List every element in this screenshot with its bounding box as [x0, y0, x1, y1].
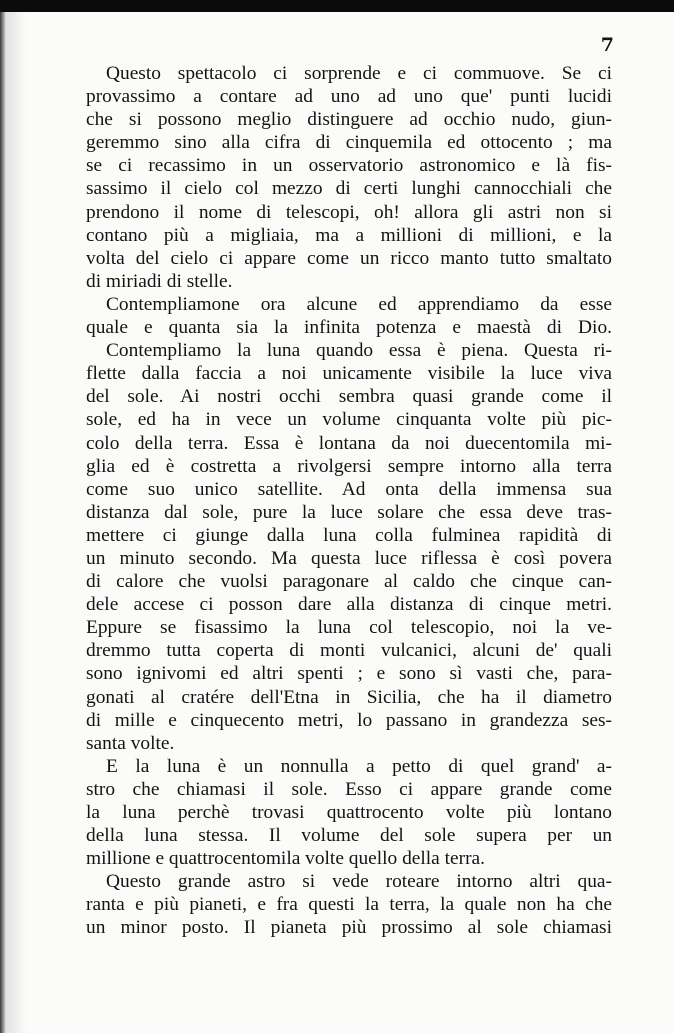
text-line: un minuto secondo. Ma questa luce riflessa è così povera	[86, 547, 612, 569]
text-line: contano più a migliaia, ma a millioni di millioni, e la	[86, 224, 612, 246]
paragraph-1	[86, 62, 612, 293]
text-line: provassimo a contare ad uno ad uno que' punti lucidi	[86, 86, 612, 108]
text-line: del sole. Ai nostri occhi sembra quasi grande come il	[86, 386, 612, 408]
text-line: di miriadi di stelle.	[86, 270, 233, 292]
text-line: flette dalla faccia a noi unicamente visibile la luce viva	[86, 363, 612, 385]
text-line: E la luna è un nonnulla a petto di quel grand' a-	[106, 755, 612, 777]
text-line: della luna stessa. Il volume del sole supera per un	[86, 825, 612, 847]
text-line: che si possono meglio distinguere ad occhio nudo, giun-	[86, 109, 612, 131]
text-line: di mille e cinquecento metri, lo passano in grandezza ses-	[86, 709, 612, 731]
text-line: di calore che vuolsi paragonare al caldo che cinque can-	[86, 571, 612, 593]
text-line: gonati al cratére dell'Etna in Sicilia, che ha il diametro	[86, 686, 612, 708]
text-line: prendono il nome di telescopi, oh! allora gli astri non si	[86, 201, 612, 223]
paragraph-5	[86, 870, 612, 939]
text-line: un minor posto. Il pianeta più prossimo al sole chiamasi	[86, 917, 612, 939]
text-line: millione e quattrocentomila volte quello della terra.	[86, 848, 485, 870]
binding-shadow	[6, 12, 26, 1033]
text-line: Eppure se fisassimo la luna col telescopio, noi la ve-	[86, 617, 612, 639]
text-line: dele accese ci posson dare alla distanza di cinque metri.	[86, 594, 612, 616]
page-body	[86, 62, 612, 940]
text-line: come suo unico satellite. Ad onta della immensa sua	[86, 478, 612, 500]
paragraph-4	[86, 755, 612, 870]
text-line: la luna perchè trovasi quattrocento volte più lontano	[86, 802, 612, 823]
text-line: Questo grande astro si vede roteare intorno altri qua-	[106, 871, 612, 893]
paragraph-3	[86, 339, 612, 755]
text-line: Questo spettacolo ci sorprende e ci commuove. Se ci	[106, 63, 612, 84]
text-line: mettere ci giunge dalla luna colla fulminea rapidità di	[86, 524, 612, 546]
text-line: sassimo il cielo col mezzo di certi lunghi cannocchiali che	[86, 178, 612, 200]
page-number: 7	[600, 34, 614, 56]
text-line: santa volte.	[86, 732, 175, 754]
text-line: sole, ed ha in vece un volume cinquanta volte più pic-	[86, 409, 612, 431]
text-line: ranta e più pianeti, e fra questi la terra, la quale non ha che	[86, 894, 612, 916]
scan-top-border	[0, 0, 674, 12]
text-line: dremmo tutta coperta di monti vulcanici, alcuni de' quali	[86, 640, 612, 662]
paragraph-2	[86, 293, 612, 339]
text-line: geremmo sino alla cifra di cinquemila ed ottocento ; ma	[86, 132, 612, 154]
text-line: quale e quanta sia la infinita potenza e maestà di Dio.	[86, 317, 612, 339]
text-line: sono ignivomi ed altri spenti ; e sono sì vasti che, para-	[86, 663, 612, 685]
text-line: se ci recassimo in un osservatorio astronomico e là fis-	[86, 155, 612, 177]
text-line: volta del cielo ci appare come un ricco manto tutto smaltato	[86, 247, 612, 269]
text-line: Contempliamo la luna quando essa è piena. Questa ri-	[106, 340, 612, 362]
text-line: colo della terra. Essa è lontana da noi duecentomila mi-	[86, 432, 612, 454]
text-line: glia ed è costretta a rivolgersi sempre intorno alla terra	[86, 455, 612, 477]
text-line: Contempliamone ora alcune ed apprendiamo da esse	[106, 293, 612, 315]
text-line: distanza dal sole, pure la luce solare che essa deve tras-	[86, 501, 612, 523]
text-line: stro che chiamasi il sole. Esso ci appare grande come	[86, 778, 612, 800]
